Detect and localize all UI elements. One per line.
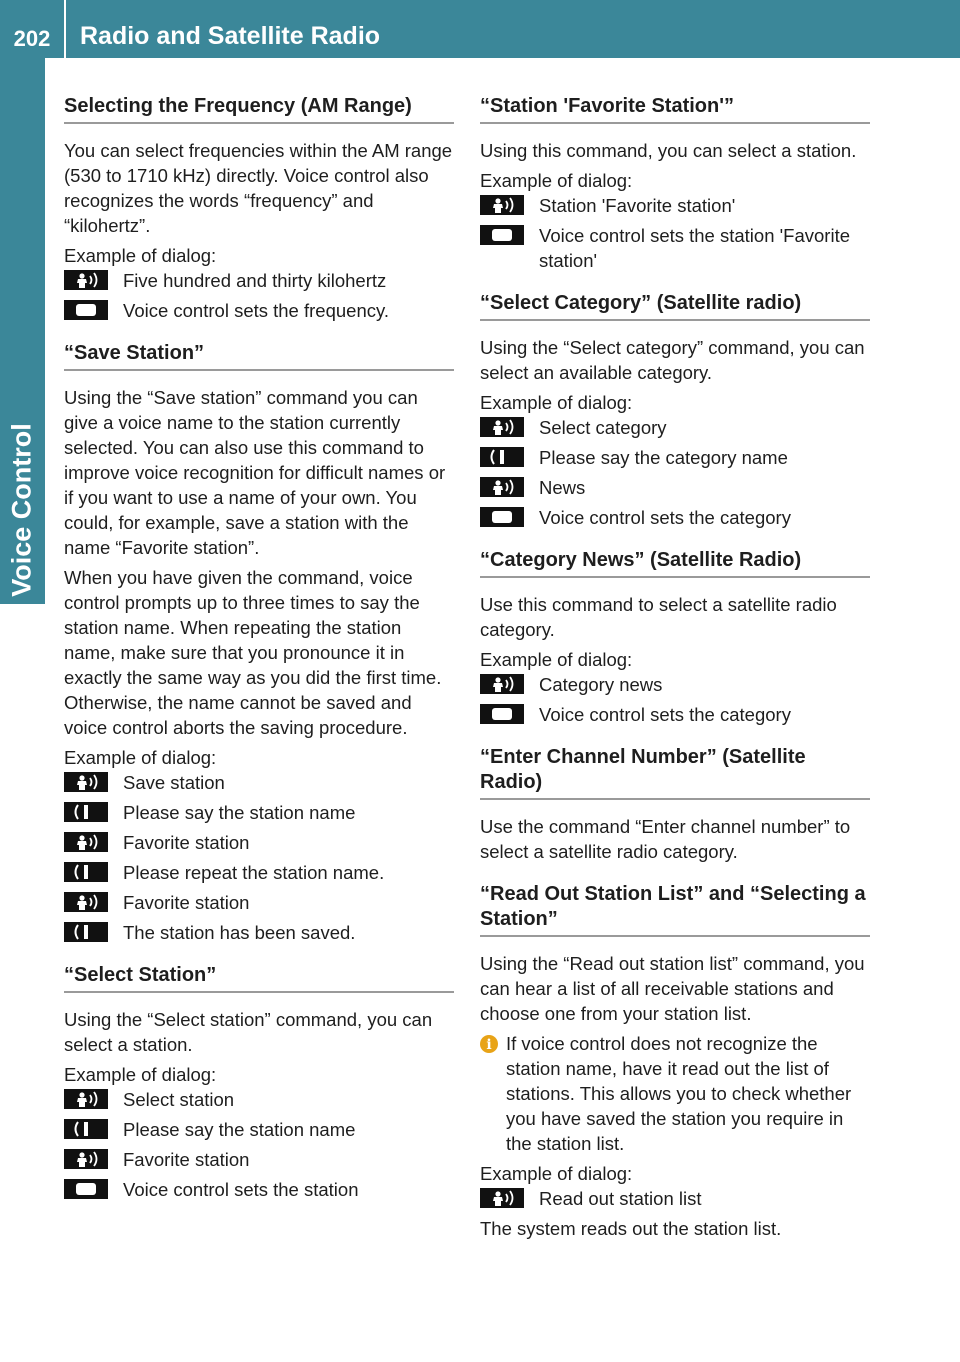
speaker-icon	[64, 832, 108, 852]
dialog-intro: Example of dialog:	[64, 245, 217, 266]
dialog-text: Voice control sets the station 'Favorite station'	[539, 225, 850, 271]
system-voice-icon	[64, 802, 108, 822]
display-icon	[64, 300, 108, 320]
section-heading: “Enter Channel Number” (Satellite Radio)	[480, 745, 870, 800]
dialog-row	[64, 770, 454, 795]
section	[64, 341, 454, 945]
speaker-icon	[64, 1089, 108, 1109]
dialog-intro: Example of dialog:	[480, 649, 633, 670]
dialog-row	[64, 268, 454, 293]
section	[480, 745, 870, 864]
dialog-text: Five hundred and thirty kilohertz	[123, 270, 387, 291]
dialog-example	[480, 672, 870, 727]
dialog-row	[480, 505, 870, 530]
paragraph: Using this command, you can select a station.	[480, 140, 857, 161]
dialog-row	[64, 1177, 454, 1202]
dialog-row	[480, 702, 870, 727]
section	[480, 291, 870, 530]
dialog-text: Please say the station name	[123, 802, 356, 823]
dialog-row	[64, 800, 454, 825]
speaker-icon	[64, 892, 108, 912]
paragraph: Use the command “Enter channel number” to select a satellite radio category.	[480, 816, 851, 862]
dialog-text: Voice control sets the station	[123, 1179, 359, 1200]
speaker-icon	[480, 195, 524, 215]
dialog-row	[480, 1186, 870, 1211]
dialog-example	[480, 415, 870, 530]
section-heading: “Select Category” (Satellite radio)	[480, 291, 870, 321]
paragraph: When you have given the command, voice control prompts up to three times to say the station name. When repeating the station name, make sure that you pronounce it in exactly the same way as you did the first time. Otherwise, the name cannot be saved and voice control aborts the saving procedure.	[64, 567, 442, 738]
section	[480, 548, 870, 727]
header-divider	[64, 0, 66, 58]
section-heading: “Read Out Station List” and “Selecting a Station”	[480, 882, 870, 937]
dialog-row	[480, 223, 870, 273]
speaker-icon	[64, 1149, 108, 1169]
section-heading: “Select Station”	[64, 963, 454, 993]
dialog-row	[480, 445, 870, 470]
dialog-example	[480, 1186, 870, 1211]
side-tab	[0, 58, 45, 604]
paragraph: Using the “Save station” command you can give a voice name to the station currently selected. You can also use this command to improve voice recognition for difficult names or if you want to use a name of your own. You could, for example, save a station with the name “Favorite station”.	[64, 387, 446, 558]
section	[64, 963, 454, 1202]
dialog-intro: Example of dialog:	[64, 747, 217, 768]
dialog-text: Save station	[123, 772, 225, 793]
page-number: 202	[13, 26, 51, 51]
dialog-example	[64, 268, 454, 323]
dialog-text: Favorite station	[123, 1149, 250, 1170]
system-voice-icon	[64, 922, 108, 942]
speaker-icon	[480, 417, 524, 437]
page-header	[0, 0, 960, 58]
dialog-text: Voice control sets the frequency.	[123, 300, 390, 321]
dialog-text: Favorite station	[123, 832, 250, 853]
dialog-text: Favorite station	[123, 892, 250, 913]
dialog-row	[480, 415, 870, 440]
dialog-intro: Example of dialog:	[64, 1064, 217, 1085]
chapter-title: Radio and Satellite Radio	[80, 22, 381, 50]
dialog-row	[480, 672, 870, 697]
dialog-intro: Example of dialog:	[480, 170, 633, 191]
paragraph: Use this command to select a satellite radio category.	[480, 594, 837, 640]
paragraph: The system reads out the station list.	[480, 1218, 782, 1239]
speaker-icon	[480, 674, 524, 694]
svg-text:i: i	[486, 1037, 492, 1053]
speaker-icon	[480, 1188, 524, 1208]
dialog-row	[64, 860, 454, 885]
info-note	[480, 1031, 870, 1156]
section	[480, 94, 870, 273]
dialog-row	[64, 830, 454, 855]
dialog-text: The station has been saved.	[123, 922, 356, 943]
section	[64, 94, 454, 323]
dialog-text: News	[539, 477, 586, 498]
info-text: If voice control does not recognize the station name, have it read out the list of stations. This allows you to check whether you have saved the station you require in the station list.	[506, 1033, 852, 1154]
right-column	[480, 94, 870, 1259]
display-icon	[480, 704, 524, 724]
dialog-text: Select station	[123, 1089, 235, 1110]
section-heading: “Save Station”	[64, 341, 454, 371]
dialog-text: Please say the station name	[123, 1119, 356, 1140]
dialog-text: Voice control sets the category	[539, 507, 791, 528]
dialog-example	[64, 1087, 454, 1202]
dialog-row	[480, 193, 870, 218]
paragraph: Using the “Select station” command, you can select a station.	[64, 1009, 433, 1055]
dialog-intro: Example of dialog:	[480, 392, 633, 413]
paragraph: Using the “Read out station list” command, you can hear a list of all receivable stations and choose one from your station list.	[480, 953, 865, 1024]
section-heading: “Station 'Favorite Station'”	[480, 94, 870, 124]
system-voice-icon	[480, 447, 524, 467]
dialog-row	[480, 475, 870, 500]
speaker-icon	[480, 477, 524, 497]
display-icon	[480, 507, 524, 527]
dialog-text: Please repeat the station name.	[123, 862, 385, 883]
dialog-row	[64, 1117, 454, 1142]
dialog-text: Read out station list	[539, 1188, 702, 1209]
dialog-intro: Example of dialog:	[480, 1163, 633, 1184]
section	[480, 882, 870, 1241]
dialog-text: Select category	[539, 417, 667, 438]
dialog-row	[64, 1087, 454, 1112]
paragraph: You can select frequencies within the AM range (530 to 1710 kHz) directly. Voice control also recognizes the words “frequency” and “kilohertz”.	[64, 140, 453, 236]
left-column	[64, 94, 454, 1220]
display-icon	[480, 225, 524, 245]
section-heading: “Category News” (Satellite Radio)	[480, 548, 870, 578]
dialog-example	[64, 770, 454, 945]
info-icon	[480, 1034, 498, 1052]
system-voice-icon	[64, 862, 108, 882]
display-icon	[64, 1179, 108, 1199]
dialog-text: Voice control sets the category	[539, 704, 791, 725]
side-tab-label: Voice Control	[6, 423, 37, 597]
speaker-icon	[64, 772, 108, 792]
dialog-row	[64, 890, 454, 915]
speaker-icon	[64, 270, 108, 290]
dialog-text: Category news	[539, 674, 663, 695]
section-heading: Selecting the Frequency (AM Range)	[64, 94, 454, 124]
dialog-text: Please say the category name	[539, 447, 788, 468]
paragraph: Using the “Select category” command, you can select an available category.	[480, 337, 865, 383]
dialog-example	[480, 193, 870, 273]
dialog-text: Station 'Favorite station'	[539, 195, 736, 216]
dialog-row	[64, 298, 454, 323]
dialog-row	[64, 1147, 454, 1172]
dialog-row	[64, 920, 454, 945]
system-voice-icon	[64, 1119, 108, 1139]
